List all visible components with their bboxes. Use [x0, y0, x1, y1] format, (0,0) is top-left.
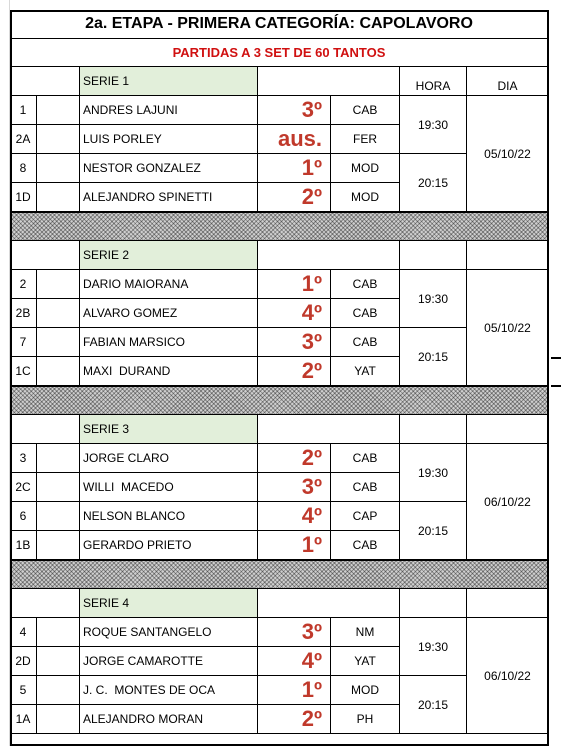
player-placement: 1º — [258, 676, 331, 705]
player-name: NESTOR GONZALEZ — [80, 154, 258, 183]
page-subtitle: PARTIDAS A 3 SET DE 60 TANTOS — [10, 39, 549, 67]
player-placement: 3º — [258, 618, 331, 647]
serie-label: SERIE 2 — [80, 241, 258, 270]
dia-header: DIA — [467, 67, 549, 96]
player-position-blank — [37, 473, 80, 502]
player-placement: 1º — [258, 531, 331, 560]
player-placement: 2º — [258, 357, 331, 386]
serie-header-blank — [258, 415, 400, 444]
player-number: 2D — [10, 647, 37, 676]
player-placement: 2º — [258, 183, 331, 212]
player-name: ALVARO GOMEZ — [80, 299, 258, 328]
player-position-blank — [37, 328, 80, 357]
player-position-blank — [37, 647, 80, 676]
player-placement: 1º — [258, 154, 331, 183]
serie-header-blank — [10, 67, 80, 96]
serie-header-blank — [400, 415, 467, 444]
player-number: 2B — [10, 299, 37, 328]
player-name: DARIO MAIORANA — [80, 270, 258, 299]
player-position-blank — [37, 96, 80, 125]
player-club: YAT — [331, 647, 400, 676]
player-number: 1A — [10, 705, 37, 734]
player-placement: 2º — [258, 444, 331, 473]
match-time: 19:30 — [400, 618, 467, 676]
player-number: 1 — [10, 96, 37, 125]
separator-band — [10, 560, 549, 589]
match-time: 19:30 — [400, 270, 467, 328]
page-title: 2a. ETAPA - PRIMERA CATEGORÍA: CAPOLAVORO — [10, 10, 549, 39]
player-name: MAXI DURAND — [80, 357, 258, 386]
player-number: 1C — [10, 357, 37, 386]
player-name: LUIS PORLEY — [80, 125, 258, 154]
serie-label: SERIE 3 — [80, 415, 258, 444]
player-name: JORGE CAMAROTTE — [80, 647, 258, 676]
match-time: 19:30 — [400, 444, 467, 502]
player-club: NM — [331, 618, 400, 647]
player-position-blank — [37, 154, 80, 183]
match-time: 20:15 — [400, 154, 467, 212]
player-position-blank — [37, 125, 80, 154]
player-club: MOD — [331, 676, 400, 705]
player-club: CAB — [331, 531, 400, 560]
match-date: 06/10/22 — [467, 444, 549, 560]
serie-header-blank — [258, 67, 400, 96]
player-club: MOD — [331, 183, 400, 212]
player-position-blank — [37, 270, 80, 299]
player-number: 8 — [10, 154, 37, 183]
match-date: 06/10/22 — [467, 618, 549, 734]
player-placement: aus. — [258, 125, 331, 154]
player-name: ANDRES LAJUNI — [80, 96, 258, 125]
player-club: CAB — [331, 96, 400, 125]
player-position-blank — [37, 618, 80, 647]
player-position-blank — [37, 357, 80, 386]
serie-header-blank — [10, 415, 80, 444]
player-placement: 2º — [258, 705, 331, 734]
match-date: 05/10/22 — [467, 96, 549, 212]
player-number: 1B — [10, 531, 37, 560]
player-number: 7 — [10, 328, 37, 357]
player-club: CAB — [331, 299, 400, 328]
serie-header-blank — [400, 241, 467, 270]
separator-band — [10, 386, 549, 415]
cell-selection-mark — [551, 385, 561, 387]
player-club: CAB — [331, 473, 400, 502]
player-club: CAP — [331, 502, 400, 531]
player-placement: 3º — [258, 96, 331, 125]
player-number: 4 — [10, 618, 37, 647]
player-number: 2A — [10, 125, 37, 154]
player-club: MOD — [331, 154, 400, 183]
player-placement: 4º — [258, 647, 331, 676]
player-name: NELSON BLANCO — [80, 502, 258, 531]
match-time: 19:30 — [400, 96, 467, 154]
player-name: J. C. MONTES DE OCA — [80, 676, 258, 705]
player-number: 1D — [10, 183, 37, 212]
player-name: ROQUE SANTANGELO — [80, 618, 258, 647]
serie-header-blank — [467, 589, 549, 618]
serie-label: SERIE 1 — [80, 67, 258, 96]
player-number: 6 — [10, 502, 37, 531]
player-name: JORGE CLARO — [80, 444, 258, 473]
player-name: ALEJANDRO SPINETTI — [80, 183, 258, 212]
separator-band — [10, 212, 549, 241]
match-date: 05/10/22 — [467, 270, 549, 386]
player-name: ALEJANDRO MORAN — [80, 705, 258, 734]
serie-header-blank — [467, 415, 549, 444]
player-number: 2C — [10, 473, 37, 502]
match-time: 20:15 — [400, 676, 467, 734]
serie-header-blank — [10, 589, 80, 618]
player-position-blank — [37, 444, 80, 473]
player-name: GERARDO PRIETO — [80, 531, 258, 560]
player-name: WILLI MACEDO — [80, 473, 258, 502]
serie-label: SERIE 4 — [80, 589, 258, 618]
player-position-blank — [37, 183, 80, 212]
player-club: CAB — [331, 444, 400, 473]
player-position-blank — [37, 705, 80, 734]
cell-selection-mark — [551, 357, 561, 359]
player-number: 3 — [10, 444, 37, 473]
serie-header-blank — [10, 241, 80, 270]
serie-header-blank — [400, 589, 467, 618]
player-position-blank — [37, 676, 80, 705]
player-placement: 1º — [258, 270, 331, 299]
hora-header: HORA — [400, 67, 467, 96]
player-name: FABIAN MARSICO — [80, 328, 258, 357]
player-placement: 3º — [258, 328, 331, 357]
match-time: 20:15 — [400, 502, 467, 560]
player-position-blank — [37, 531, 80, 560]
player-placement: 4º — [258, 299, 331, 328]
serie-header-blank — [258, 589, 400, 618]
player-club: YAT — [331, 357, 400, 386]
player-position-blank — [37, 502, 80, 531]
player-number: 2 — [10, 270, 37, 299]
player-club: CAB — [331, 270, 400, 299]
player-placement: 4º — [258, 502, 331, 531]
player-club: CAB — [331, 328, 400, 357]
player-club: PH — [331, 705, 400, 734]
player-placement: 3º — [258, 473, 331, 502]
serie-header-blank — [258, 241, 400, 270]
player-club: FER — [331, 125, 400, 154]
player-position-blank — [37, 299, 80, 328]
serie-header-blank — [467, 241, 549, 270]
match-time: 20:15 — [400, 328, 467, 386]
player-number: 5 — [10, 676, 37, 705]
